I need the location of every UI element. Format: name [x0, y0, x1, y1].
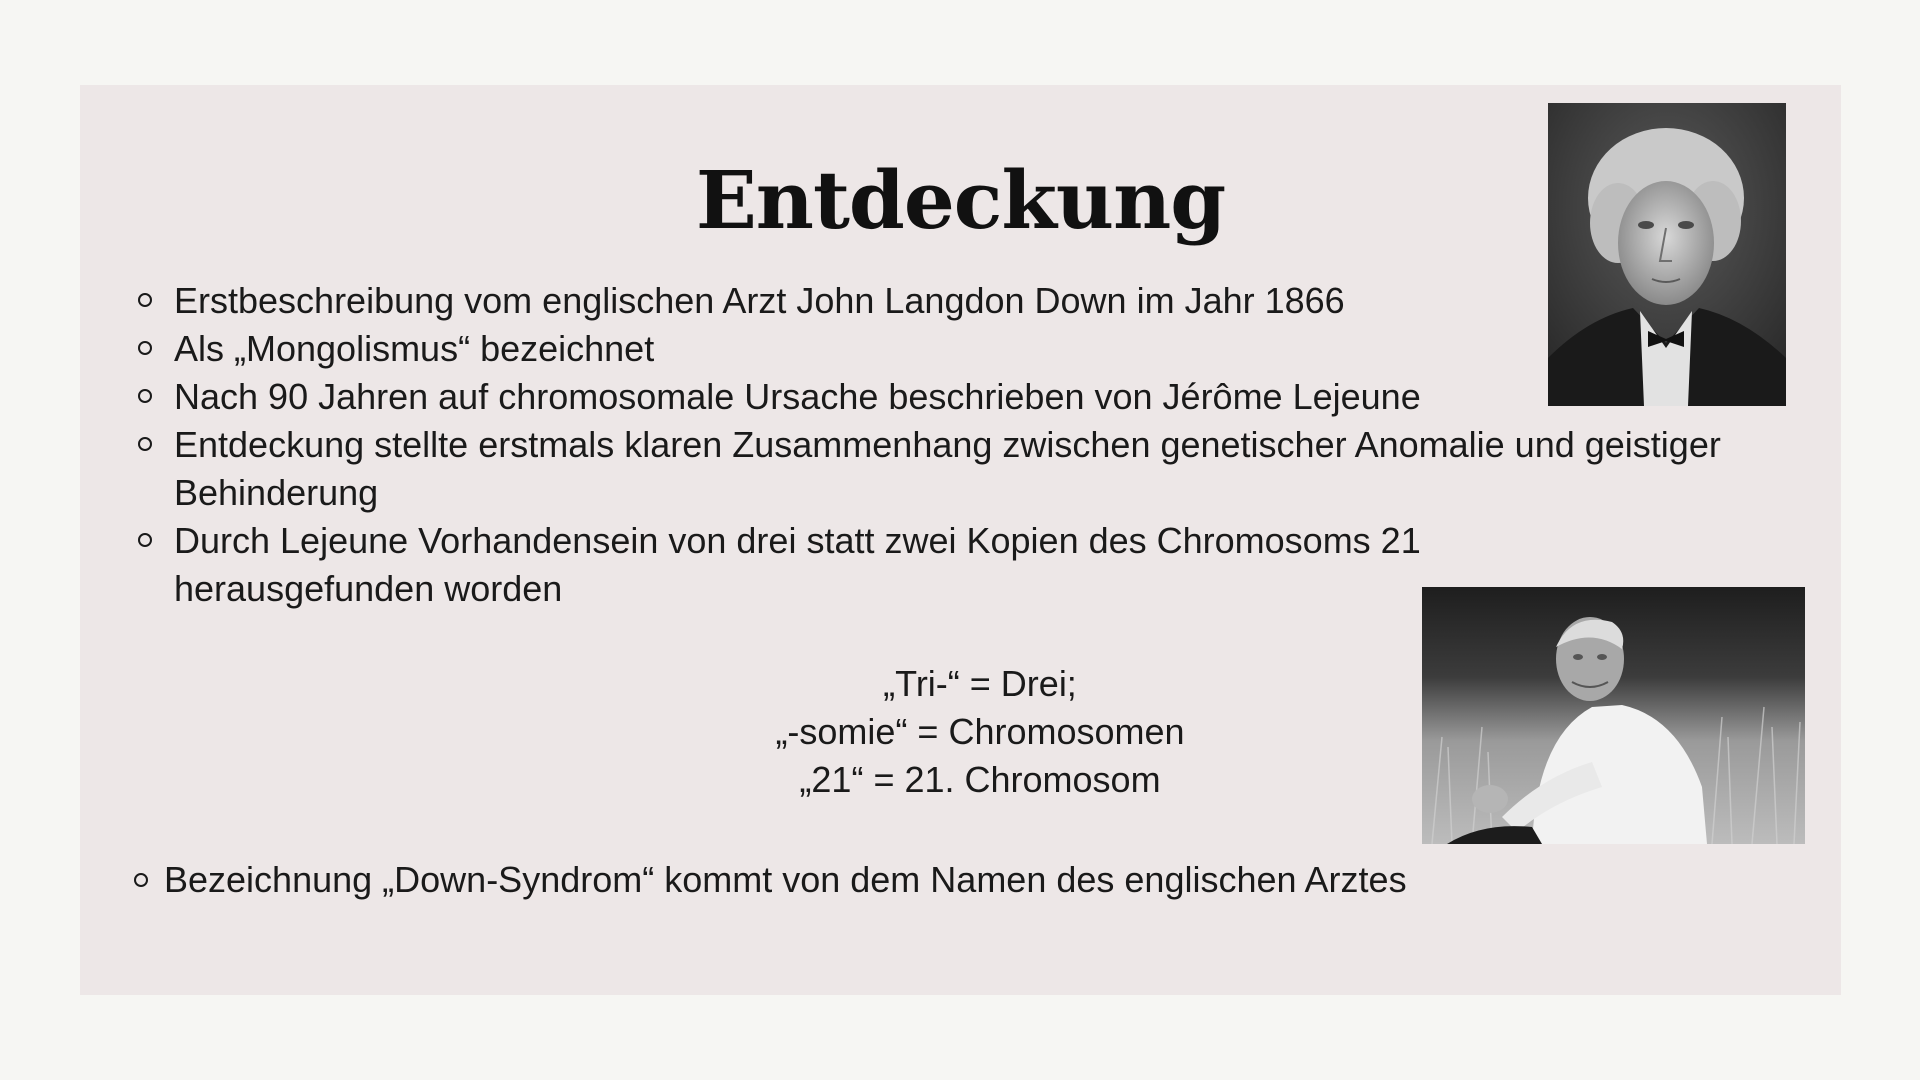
list-item: [132, 517, 1574, 613]
bullet-text: Entdeckung stellte erstmals klaren Zusammenhang zwischen genetischer Anomalie und geistiger Behinderung: [174, 424, 1721, 513]
bullet-icon: [138, 533, 152, 547]
portrait-lejeune-image: [1422, 587, 1805, 844]
bullet-text: Als „Mongolismus“ bezeichnet: [174, 328, 655, 369]
bullet-text: Nach 90 Jahren auf chromosomale Ursache beschrieben von Jérôme Lejeune: [174, 376, 1421, 417]
final-bullet-text: Bezeichnung „Down-Syndrom“ kommt von dem Namen des englischen Arztes: [164, 859, 1407, 900]
slide: [80, 85, 1841, 995]
etymology-line: „21“ = 21. Chromosom: [799, 759, 1161, 800]
bullet-text: Durch Lejeune Vorhandensein von drei statt zwei Kopien des Chromosoms 21 herausgefunden worden: [174, 520, 1421, 609]
list-item: [132, 421, 1812, 517]
bullet-icon: [134, 873, 148, 887]
bullet-icon: [138, 341, 152, 355]
bullet-icon: [138, 389, 152, 403]
bullet-icon: [138, 437, 152, 451]
bullet-text: Erstbeschreibung vom englischen Arzt John Langdon Down im Jahr 1866: [174, 280, 1345, 321]
etymology-line: „-somie“ = Chromosomen: [775, 711, 1185, 752]
portrait-down-image: [1548, 103, 1786, 406]
bullet-icon: [138, 293, 152, 307]
slide-title: Entdeckung: [695, 153, 1226, 247]
etymology-line: „Tri-“ = Drei;: [883, 663, 1077, 704]
final-bullet: [132, 856, 1407, 904]
